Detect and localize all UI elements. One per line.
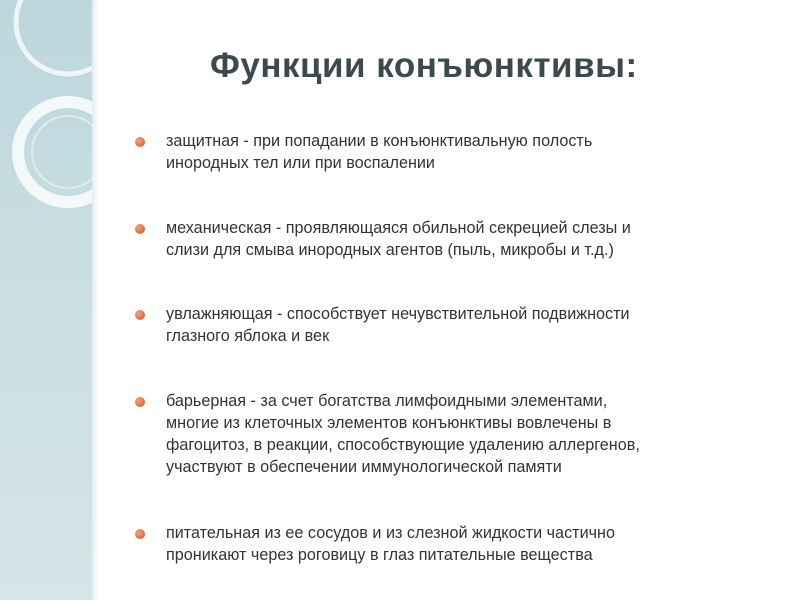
decorative-rings <box>0 0 92 600</box>
left-decorative-band <box>0 0 92 600</box>
list-item <box>135 130 775 174</box>
bullet-icon <box>135 224 145 234</box>
list-item-text: барьерная - за счет богатства лимфоидными элементами, многие из клеточных элементов конъюнктивы вовлечены в фагоцитоз, в реакции, способствующие удалению аллергенов, участвуют в обеспечении иммунологической памяти <box>166 392 640 476</box>
bullet-icon <box>135 310 145 320</box>
list-item <box>135 390 775 478</box>
list-item-text: защитная - при попадании в конъюнктивальную полость инородных тел или при воспалении <box>166 132 593 172</box>
list-item <box>135 522 775 566</box>
band-edge <box>92 0 98 600</box>
bullet-icon <box>135 397 145 407</box>
inner-ring <box>32 116 92 188</box>
large-ring <box>16 0 92 74</box>
list-item-text: питательная из ее сосудов и из слезной жидкости частично проникают через роговицу в глаз питательные вещества <box>166 524 615 564</box>
medium-ring <box>18 102 92 202</box>
bullet-icon <box>135 529 145 539</box>
list-item-text: механическая - проявляющаяся обильной секрецией слезы и слизи для смыва инородных агентов (пыль, микробы и т.д.) <box>166 219 631 259</box>
slide-title: Функции конъюнктивы: <box>210 46 638 85</box>
list-item-text: увлажняющая - способствует нечувствительной подвижности глазного яблока и век <box>166 305 630 345</box>
list-item <box>135 303 775 347</box>
list-item <box>135 217 775 261</box>
bullet-icon <box>135 137 145 147</box>
